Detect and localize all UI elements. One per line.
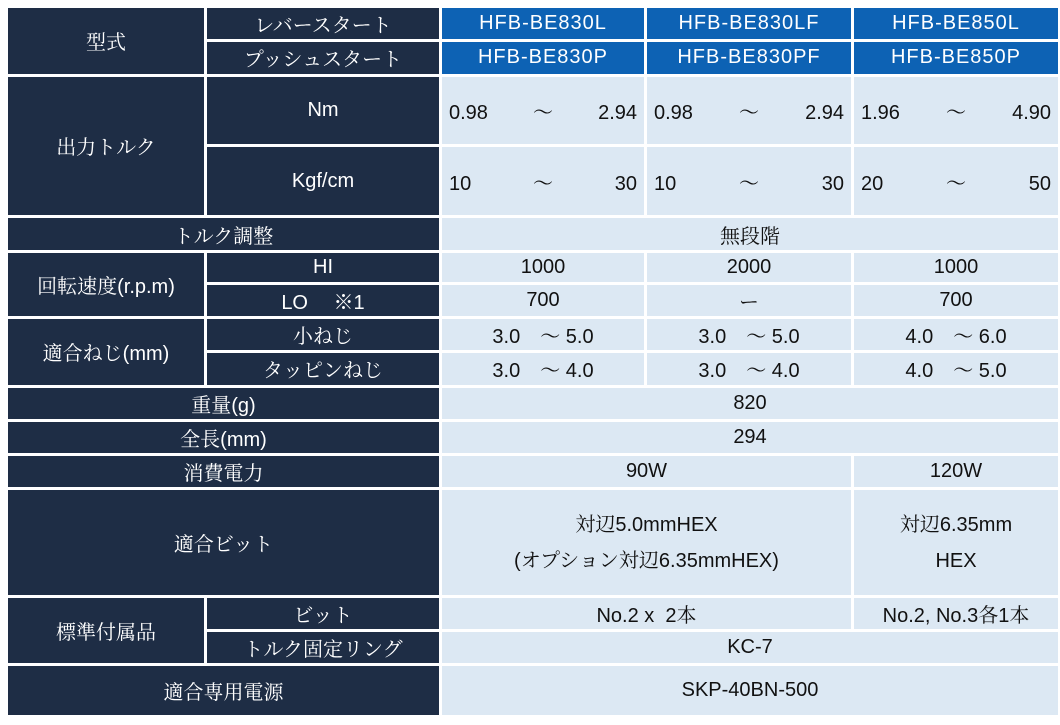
screw-label: 適合ねじ(mm)	[8, 319, 204, 385]
row-bit	[8, 490, 1058, 595]
model-push-1: HFB-BE830P	[442, 42, 644, 73]
torque-kgf-3-max: 50	[1028, 172, 1052, 195]
bit-value-1	[442, 490, 851, 595]
screw-small-3-max: 6.0	[978, 326, 1007, 349]
torque-nm-3	[854, 77, 1058, 145]
torque-nm-1	[442, 77, 644, 145]
screw-small-3-min: 4.0	[905, 326, 934, 349]
accessory-ring-label: トルク固定リング	[207, 632, 439, 663]
row-torque-nm	[8, 77, 1058, 145]
torque-kgf-2-tilde: ～	[738, 172, 759, 195]
bit-value-1-line2: (オプション対辺6.35mmHEX)	[514, 549, 779, 572]
screw-small-label: 小ねじ	[207, 319, 439, 350]
torque-kgf-label: Kgf/cm	[207, 147, 439, 215]
torque-kgf-3-min: 20	[860, 172, 884, 195]
bit-value-2	[854, 490, 1058, 595]
bit-value-2-line1: 対辺6.35mm	[899, 513, 1013, 536]
row-weight	[8, 388, 1058, 419]
model-label: 型式	[8, 8, 204, 74]
torque-kgf-2-max: 30	[821, 172, 845, 195]
screw-small-1-tilde: ～	[540, 326, 561, 349]
row-model-lever	[8, 8, 1058, 39]
screw-small-3	[854, 319, 1058, 350]
screw-small-2-max: 5.0	[771, 326, 800, 349]
torque-adjust-value: 無段階	[442, 218, 1058, 249]
torque-kgf-1-max: 30	[614, 172, 638, 195]
model-lever-3: HFB-BE850L	[854, 8, 1058, 39]
row-screw-small	[8, 319, 1058, 350]
accessory-bit-1: No.2 x 2本	[442, 598, 851, 629]
power-supply-label: 適合専用電源	[8, 666, 439, 715]
speed-lo-2: ー	[647, 285, 851, 316]
screw-small-1-max: 5.0	[565, 326, 594, 349]
screw-tapping-2-max: 4.0	[771, 360, 800, 383]
speed-hi-3: 1000	[854, 253, 1058, 282]
screw-small-1	[442, 319, 644, 350]
screw-tapping-1-max: 4.0	[565, 360, 594, 383]
speed-hi-1: 1000	[442, 253, 644, 282]
screw-small-2-tilde: ～	[746, 326, 767, 349]
row-torque-adjust	[8, 218, 1058, 249]
speed-lo-1: 700	[442, 285, 644, 316]
torque-kgf-3-tilde: ～	[945, 172, 966, 195]
accessory-ring-value: KC-7	[442, 632, 1058, 663]
screw-tapping-1-min: 3.0	[492, 360, 521, 383]
weight-label: 重量(g)	[8, 388, 439, 419]
screw-tapping-1-tilde: ～	[540, 360, 561, 383]
torque-nm-3-max: 4.90	[1012, 101, 1052, 124]
torque-nm-1-max: 2.94	[598, 101, 638, 124]
screw-small-1-min: 3.0	[492, 326, 521, 349]
torque-nm-3-tilde: ～	[945, 101, 966, 124]
bit-value-2-line2: HEX	[935, 549, 977, 572]
screw-small-2	[647, 319, 851, 350]
power-value-1: 90W	[442, 456, 851, 487]
weight-value: 820	[442, 388, 1058, 419]
torque-nm-2-min: 0.98	[653, 101, 693, 124]
row-speed-hi	[8, 253, 1058, 282]
torque-kgf-2	[647, 147, 851, 215]
accessories-label: 標準付属品	[8, 598, 204, 664]
power-value-2: 120W	[854, 456, 1058, 487]
power-label: 消費電力	[8, 456, 439, 487]
screw-tapping-3	[854, 353, 1058, 384]
speed-lo-3: 700	[854, 285, 1058, 316]
screw-tapping-3-max: 5.0	[978, 360, 1007, 383]
torque-nm-2-max: 2.94	[805, 101, 845, 124]
screw-small-3-tilde: ～	[953, 326, 974, 349]
torque-kgf-1	[442, 147, 644, 215]
push-start-label: プッシュスタート	[207, 42, 439, 73]
speed-lo-label: LO ※1	[207, 285, 439, 316]
row-accessory-bit	[8, 598, 1058, 629]
torque-nm-2-tilde: ～	[738, 101, 759, 124]
torque-kgf-2-min: 10	[653, 172, 677, 195]
screw-tapping-3-min: 4.0	[905, 360, 934, 383]
model-push-3: HFB-BE850P	[854, 42, 1058, 73]
speed-hi-2: 2000	[647, 253, 851, 282]
row-power	[8, 456, 1058, 487]
model-lever-2: HFB-BE830LF	[647, 8, 851, 39]
accessory-bit-2: No.2, No.3各1本	[854, 598, 1058, 629]
row-power-supply	[8, 666, 1058, 715]
speed-hi-label: HI	[207, 253, 439, 282]
torque-kgf-1-tilde: ～	[533, 172, 553, 195]
torque-nm-2	[647, 77, 851, 145]
torque-label: 出力トルク	[8, 77, 204, 216]
torque-nm-1-tilde: ～	[533, 101, 553, 124]
model-lever-1: HFB-BE830L	[442, 8, 644, 39]
row-length	[8, 422, 1058, 453]
model-push-2: HFB-BE830PF	[647, 42, 851, 73]
torque-nm-1-min: 0.98	[448, 101, 488, 124]
accessory-bit-label: ビット	[207, 598, 439, 629]
length-value: 294	[442, 422, 1058, 453]
screw-tapping-2	[647, 353, 851, 384]
torque-nm-3-min: 1.96	[860, 101, 900, 124]
screw-small-2-min: 3.0	[698, 326, 727, 349]
screw-tapping-2-min: 3.0	[698, 360, 727, 383]
screw-tapping-1	[442, 353, 644, 384]
torque-adjust-label: トルク調整	[8, 218, 439, 249]
power-supply-value: SKP-40BN-500	[442, 666, 1058, 715]
screw-tapping-3-tilde: ～	[953, 360, 974, 383]
torque-nm-label: Nm	[207, 77, 439, 145]
bit-label: 適合ビット	[8, 490, 439, 595]
spec-table	[5, 5, 1060, 718]
torque-kgf-1-min: 10	[448, 172, 472, 195]
torque-kgf-3	[854, 147, 1058, 215]
lever-start-label: レバースタート	[207, 8, 439, 39]
speed-label: 回転速度(r.p.m)	[8, 253, 204, 316]
screw-tapping-2-tilde: ～	[746, 360, 767, 383]
length-label: 全長(mm)	[8, 422, 439, 453]
bit-value-1-line1: 対辺5.0mmHEX	[575, 513, 718, 536]
screw-tapping-label: タッピンねじ	[207, 353, 439, 384]
